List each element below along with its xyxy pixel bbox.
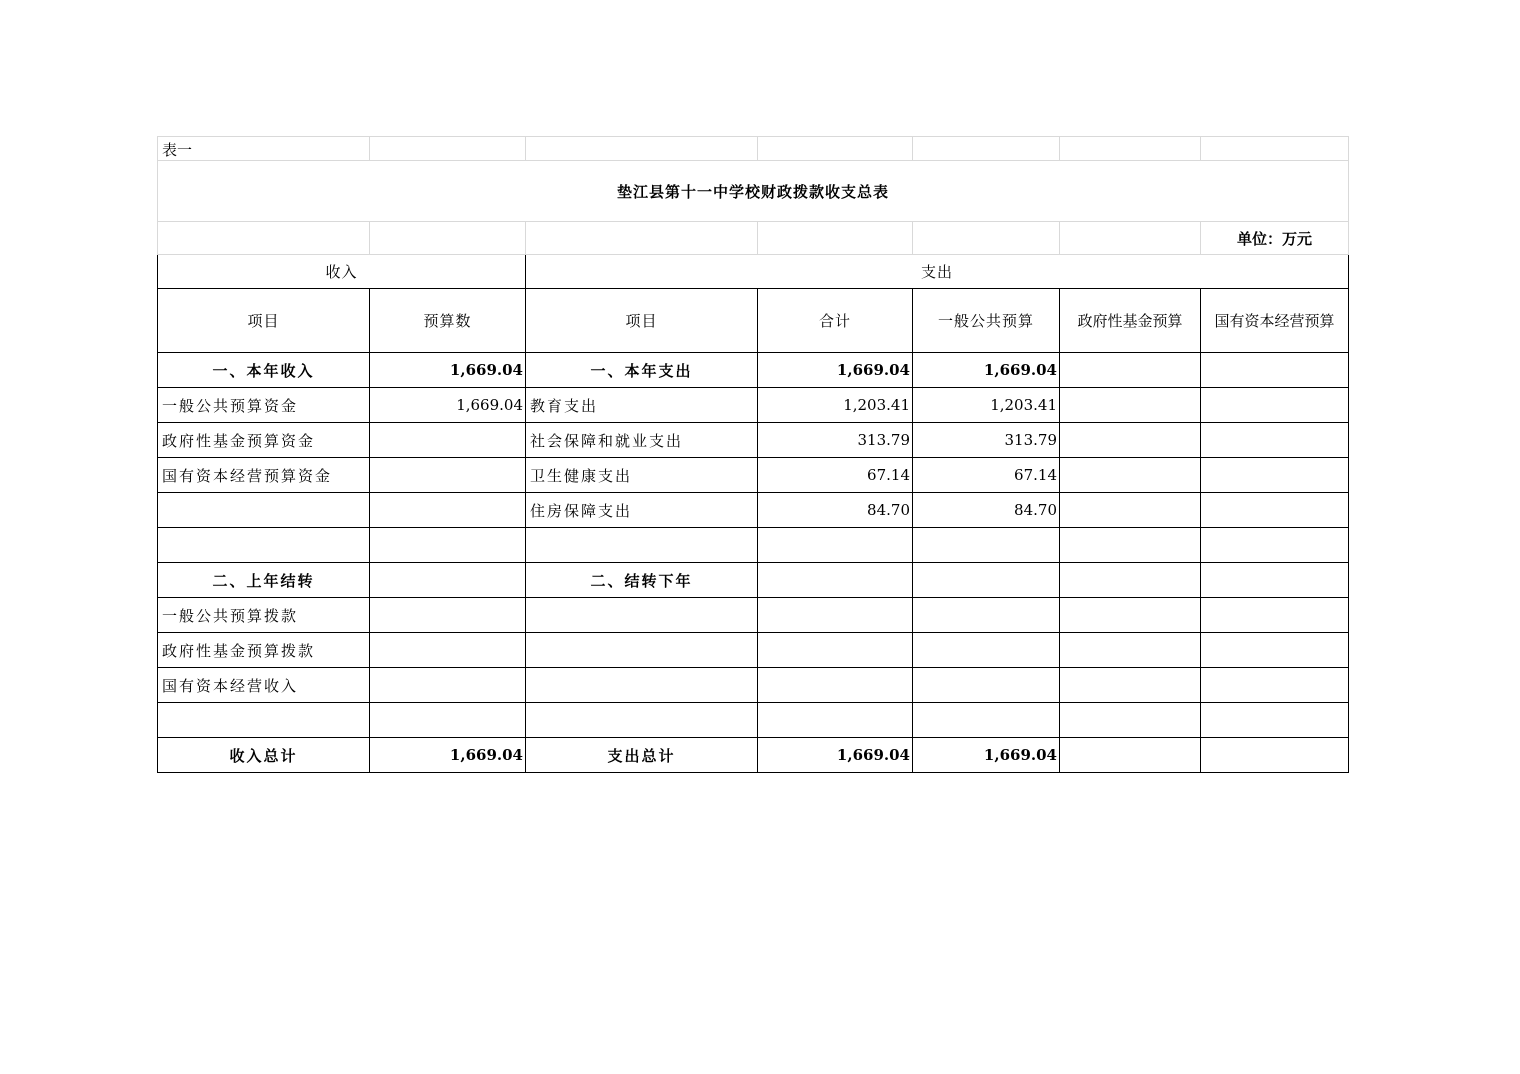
expense-item-cell: 教育支出 <box>526 388 758 423</box>
column-header-row <box>158 289 1349 353</box>
total-header: 合计 <box>758 289 913 353</box>
table-row <box>158 353 1349 388</box>
income-item-cell <box>158 528 370 563</box>
section-header-row <box>158 255 1349 289</box>
income-item-cell: 一、本年收入 <box>158 353 370 388</box>
expense-state-capital-budget-cell <box>1201 668 1349 703</box>
unit-row <box>158 222 1349 255</box>
expense-fund-budget-cell <box>1060 423 1201 458</box>
expense-total-cell <box>758 668 913 703</box>
expense-general-budget-cell <box>913 528 1060 563</box>
expense-state-capital-budget-cell <box>1201 703 1349 738</box>
income-item-header: 项目 <box>158 289 370 353</box>
expense-total-cell: 67.14 <box>758 458 913 493</box>
expense-total-cell <box>758 703 913 738</box>
income-item-cell: 政府性基金预算拨款 <box>158 633 370 668</box>
expense-state-capital-budget-cell <box>1201 528 1349 563</box>
page-title: 垫江县第十一中学校财政拨款收支总表 <box>158 161 1349 222</box>
table-body <box>158 353 1349 773</box>
income-budget-cell <box>370 668 526 703</box>
income-budget-cell <box>370 528 526 563</box>
table-row <box>158 423 1349 458</box>
table-row <box>158 388 1349 423</box>
fund-budget-header: 政府性基金预算 <box>1060 289 1201 353</box>
expense-item-cell <box>526 668 758 703</box>
expense-fund-budget-cell <box>1060 738 1201 773</box>
expense-general-budget-cell <box>913 563 1060 598</box>
expense-general-budget-cell: 84.70 <box>913 493 1060 528</box>
tag-row <box>158 137 1349 161</box>
expense-state-capital-budget-cell <box>1201 738 1349 773</box>
expense-item-cell <box>526 703 758 738</box>
expense-fund-budget-cell <box>1060 598 1201 633</box>
table-row <box>158 563 1349 598</box>
expense-item-cell: 支出总计 <box>526 738 758 773</box>
income-budget-cell <box>370 633 526 668</box>
expense-fund-budget-cell <box>1060 458 1201 493</box>
expense-general-budget-cell <box>913 598 1060 633</box>
table-row <box>158 738 1349 773</box>
table-row <box>158 668 1349 703</box>
expense-state-capital-budget-cell <box>1201 633 1349 668</box>
expense-state-capital-budget-cell <box>1201 563 1349 598</box>
expense-state-capital-budget-cell <box>1201 598 1349 633</box>
expense-total-cell <box>758 528 913 563</box>
income-budget-cell <box>370 493 526 528</box>
table-row <box>158 458 1349 493</box>
expense-total-cell: 84.70 <box>758 493 913 528</box>
title-row <box>158 161 1349 222</box>
expense-total-cell: 1,669.04 <box>758 738 913 773</box>
expense-item-cell: 二、结转下年 <box>526 563 758 598</box>
expense-fund-budget-cell <box>1060 563 1201 598</box>
income-item-cell <box>158 493 370 528</box>
income-item-cell: 国有资本经营预算资金 <box>158 458 370 493</box>
income-item-cell: 一般公共预算拨款 <box>158 598 370 633</box>
expense-general-budget-cell: 1,669.04 <box>913 738 1060 773</box>
expense-general-budget-cell: 67.14 <box>913 458 1060 493</box>
table-row <box>158 493 1349 528</box>
income-budget-cell <box>370 423 526 458</box>
income-budget-cell <box>370 703 526 738</box>
expense-fund-budget-cell <box>1060 388 1201 423</box>
expense-general-budget-cell: 1,203.41 <box>913 388 1060 423</box>
expense-item-cell: 卫生健康支出 <box>526 458 758 493</box>
expense-fund-budget-cell <box>1060 703 1201 738</box>
income-budget-header: 预算数 <box>370 289 526 353</box>
expense-general-budget-cell: 313.79 <box>913 423 1060 458</box>
income-budget-cell <box>370 563 526 598</box>
table-row <box>158 703 1349 738</box>
expense-item-cell: 一、本年支出 <box>526 353 758 388</box>
income-budget-cell: 1,669.04 <box>370 388 526 423</box>
expense-state-capital-budget-cell <box>1201 458 1349 493</box>
income-item-cell: 一般公共预算资金 <box>158 388 370 423</box>
expense-state-capital-budget-cell <box>1201 353 1349 388</box>
budget-table <box>157 136 1349 773</box>
expense-fund-budget-cell <box>1060 668 1201 703</box>
income-budget-cell: 1,669.04 <box>370 738 526 773</box>
expense-fund-budget-cell <box>1060 353 1201 388</box>
expense-state-capital-budget-cell <box>1201 388 1349 423</box>
table-tag: 表一 <box>158 137 370 161</box>
expense-fund-budget-cell <box>1060 528 1201 563</box>
table-row <box>158 528 1349 563</box>
expense-general-budget-cell <box>913 703 1060 738</box>
expense-item-cell <box>526 598 758 633</box>
expense-total-cell <box>758 633 913 668</box>
expense-item-cell <box>526 528 758 563</box>
expense-state-capital-budget-cell <box>1201 423 1349 458</box>
expense-total-cell <box>758 598 913 633</box>
expense-state-capital-budget-cell <box>1201 493 1349 528</box>
expense-total-cell <box>758 563 913 598</box>
expense-item-cell: 住房保障支出 <box>526 493 758 528</box>
expense-general-budget-cell: 1,669.04 <box>913 353 1060 388</box>
table-row <box>158 633 1349 668</box>
expense-fund-budget-cell <box>1060 493 1201 528</box>
expense-general-budget-cell <box>913 668 1060 703</box>
general-budget-header: 一般公共预算 <box>913 289 1060 353</box>
income-header: 收入 <box>158 255 526 289</box>
state-capital-budget-header: 国有资本经营预算 <box>1201 289 1349 353</box>
expense-fund-budget-cell <box>1060 633 1201 668</box>
income-item-cell: 收入总计 <box>158 738 370 773</box>
expense-header: 支出 <box>526 255 1349 289</box>
unit-label: 单位：万元 <box>1201 222 1349 255</box>
expense-total-cell: 1,669.04 <box>758 353 913 388</box>
expense-item-cell: 社会保障和就业支出 <box>526 423 758 458</box>
income-budget-cell: 1,669.04 <box>370 353 526 388</box>
table-row <box>158 598 1349 633</box>
expense-general-budget-cell <box>913 633 1060 668</box>
expense-item-header: 项目 <box>526 289 758 353</box>
income-item-cell: 二、上年结转 <box>158 563 370 598</box>
budget-sheet <box>157 136 1348 773</box>
income-budget-cell <box>370 598 526 633</box>
expense-total-cell: 313.79 <box>758 423 913 458</box>
income-budget-cell <box>370 458 526 493</box>
income-item-cell: 国有资本经营收入 <box>158 668 370 703</box>
income-item-cell: 政府性基金预算资金 <box>158 423 370 458</box>
income-item-cell <box>158 703 370 738</box>
expense-total-cell: 1,203.41 <box>758 388 913 423</box>
expense-item-cell <box>526 633 758 668</box>
